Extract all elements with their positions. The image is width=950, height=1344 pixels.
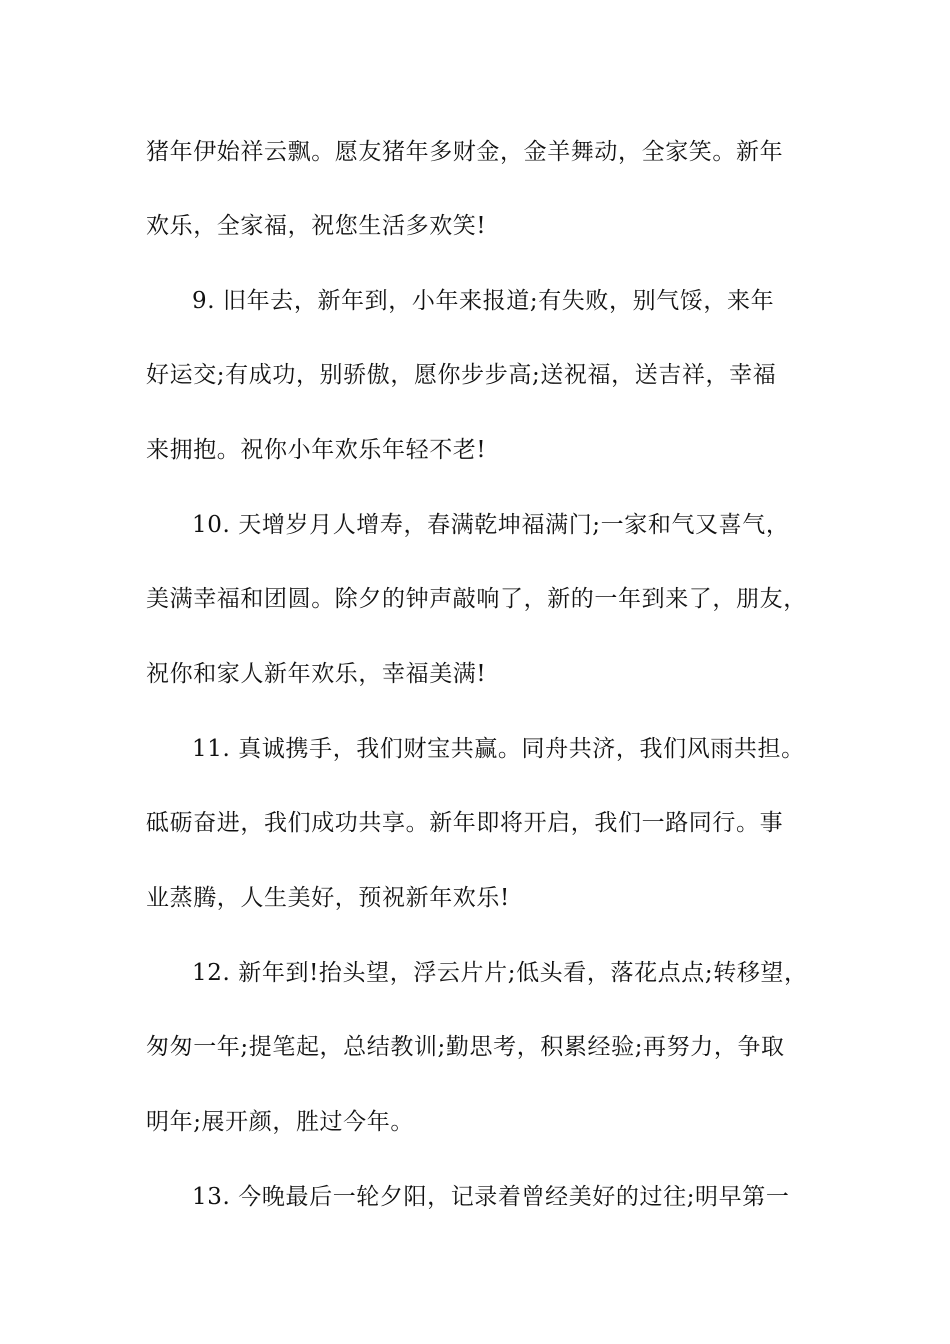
text-line: 祝你和家人新年欢乐，幸福美满! (146, 661, 487, 687)
paragraph-12-start: 12. 新年到!抬头望，浮云片片;低头看，落花点点;转移望， (192, 960, 808, 986)
text-line: 匆匆一年;提笔起，总结教训;勤思考，积累经验;再努力，争取 (146, 1034, 785, 1060)
text-line: 猪年伊始祥云飘。愿友猪年多财金，金羊舞动，全家笑。新年 (146, 139, 784, 165)
paragraph-11-start: 11. 真诚携手，我们财宝共赢。同舟共济，我们风雨共担。 (192, 736, 805, 762)
paragraph-13-start: 13. 今晚最后一轮夕阳，记录着曾经美好的过往;明早第一 (192, 1184, 790, 1210)
paragraph-9-start: 9. 旧年去，新年到，小年来报道;有失败，别气馁，来年 (192, 288, 775, 314)
paragraph-10-start: 10. 天增岁月人增寿，春满乾坤福满门;一家和气又喜气， (192, 512, 790, 538)
text-line: 欢乐，全家福，祝您生活多欢笑! (146, 213, 487, 239)
text-line: 明年;展开颜，胜过今年。 (146, 1109, 414, 1135)
text-line: 来拥抱。祝你小年欢乐年轻不老! (146, 437, 487, 463)
text-line: 美满幸福和团圆。除夕的钟声敲响了，新的一年到来了，朋友， (146, 586, 807, 612)
text-line: 好运交;有成功，别骄傲，愿你步步高;送祝福，送吉祥，幸福 (146, 362, 777, 388)
text-line: 业蒸腾，人生美好，预祝新年欢乐! (146, 885, 510, 911)
text-line: 砥砺奋进，我们成功共享。新年即将开启，我们一路同行。事 (146, 810, 784, 836)
